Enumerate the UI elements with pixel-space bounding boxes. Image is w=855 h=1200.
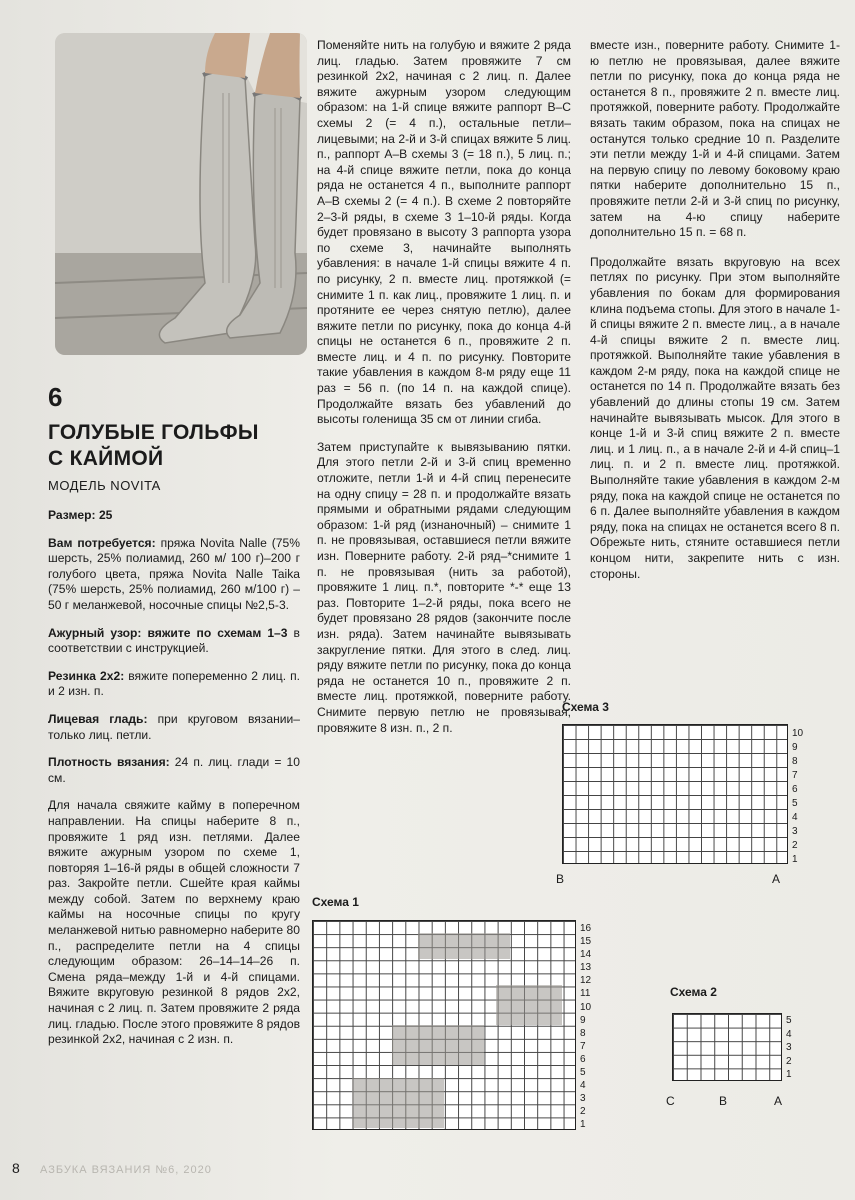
col1-body: Для начала свяжите кайму в поперечном направлении. На спицы наберите 8 п., провяжите 1 ряд изн. петлями. Далее вяжите ажурным узором по схеме 1, повторяя 1–16-й ряды в общей сложности 7 раз. Закройте петли. Сшейте края каймы между собой. Затем по верхнему краю каймы на носочные спицы по кругу меланжевой нитью равномерно наберите 80 п., распределите петли на 4 спицы следующим образом: 26–14–14–26 п. Смена ряда–между 1-й и 4-й спицами. Вяжите вкруговую резинкой 8 рядов 2х2, начиная с 2 лиц. п. Затем провяжите 2 ряда лиц. гладью. После этого провяжите 8 рядов резинкой 2х2, начиная с 2 изн. п. [48,798,301,1047]
chart1-shaded-area [392,1025,484,1065]
chart1-row-2: 2 [580,1106,586,1118]
gauge-paragraph [48,755,300,786]
gauge-text: 24 п. лиц. глади = 10 см. [48,755,301,785]
pattern-title [48,420,259,472]
chart3-row-2: 2 [792,840,798,851]
chart1-row-11: 11 [580,988,591,1000]
chart2-row-2: 2 [786,1055,792,1067]
col3-paragraph-1: вместе изн., поверните работу. Снимите 1-ю петлю не провязывая, далее вяжите петли по рисунку, пока до конца ряда не останется 8 п., провяжите 2 п. вместе лиц. протяжкой, поверните работу. Продолжайте вязать таким образом, пока на спицах не останутся только средние 10 п. Разделите эти петли между 1-й и 4-й спицами. Затем на первую спицу по левому боковому краю пятки наберите дополнительно 15 п., провяжите петли 2-й и 3-й спиц по рисунку, затем на 4-ю спицу наберите дополнительно 15 п. = 68 п. [590,38,840,240]
socks-photo [55,33,307,355]
chart1-row-7: 7 [580,1040,586,1052]
pattern-number: 6 [48,382,63,412]
lace-label: Ажурный узор: [48,625,142,640]
socks-illustration [55,33,307,355]
chart3-row-4: 4 [792,812,798,823]
chart2-axis-c: С [666,1094,675,1108]
materials-paragraph [48,536,300,614]
chart1-row-15: 15 [580,936,592,948]
materials-label: Вам потребуется: [48,535,156,550]
chart3-row-5: 5 [792,798,798,809]
chart3-row-6: 6 [792,784,798,795]
chart3-row-10: 10 [792,728,804,739]
lace-text: в соответствии с инструкцией. [48,625,300,656]
chart1-row-16: 16 [580,923,592,934]
chart1-label: Схема 1 [312,895,359,909]
chart1-shaded-area [418,933,510,959]
chart3-row-7: 7 [792,770,798,781]
page-number: 8 [12,1160,20,1176]
chart1-row-8: 8 [580,1027,586,1039]
chart3-row-9: 9 [792,742,798,753]
chart1-row-13: 13 [580,962,592,974]
size-label: Размер: 25 [48,508,113,522]
chart3-axis-a: А [772,872,781,886]
chart2-row-3: 3 [786,1042,792,1054]
stockinette-text: при круговом вязании–только лиц. петли. [48,711,300,742]
magazine-footer: АЗБУКА ВЯЗАНИЯ №6, 2020 [40,1164,212,1176]
chart3-row-3: 3 [792,826,798,837]
chart1-row-6: 6 [580,1053,586,1065]
rib-label: Резинка 2х2: [48,668,125,683]
chart1-row-9: 9 [580,1014,586,1026]
chart1-shaded-area [352,1078,444,1128]
pattern-title-line2: С КАЙМОЙ [48,447,164,470]
chart2-label: Схема 2 [670,985,717,999]
col2-paragraph-1: Поменяйте нить на голубую и вяжите 2 ряда лиц. гладью. Затем провяжите 7 см резинкой 2х2, начиная с 2 лиц. п. Далее вяжите ажурным узором следующим образом: на 1-й спице вяжите раппорт В–С схемы 2 (= 4 п.), остальные петли–лицевыми; на 2-й и 3-й спицах вяжите 5 лиц. п., раппорт А–В схемы 3 (= 18 п.), 5 лиц. п.; на 4-й спице вяжите петли, пока до конца ряда не останется 4 п., выполните раппорт А–В схемы 2 (= 4 п.). В схеме 2 повторяйте 2–3-й ряды, в схеме 3 1–10-й ряды. Когда будет провязано в высоту 3 раппорта узора по схеме 3, начинайте выполнять убавления: в начале 1-й спицы вяжите 4 п. по рисунку, 2 п. вместе лиц. протяжкой (= снимите 1 п. как лиц., провяжите 1 лиц. п. и протяните ее через снятую петлю), далее вяжите петли по рисунку, пока до конца 4-й спицы не останется 6 п., провяжите 2 п. вместе лиц. и 4 п. по рисунку. Повторите такие убавления в каждом 8-м ряду еще 11 раз = 56 п. (по 14 п. на каждой спице). Продолжайте вязать без убавлений до высоты голенища 35 см от линии сгиба. [317,38,571,427]
chart2-row-4: 4 [786,1028,792,1040]
rib-paragraph [48,669,300,700]
chart3-axis-b: В [556,872,565,886]
chart2-row-5: 5 [786,1015,792,1026]
chart1-row-14: 14 [580,949,592,961]
chart1-row-3: 3 [580,1093,586,1105]
chart2-row-1: 1 [786,1069,792,1081]
materials-text: пряжа Novita Nalle (75% шерсть, 25% полиамид, 260 м/ 100 г)–200 г голубого цвета, пряжа Novita Nalle Taika (75% шерсть, 25% полиамид, 260 м/100 г) – 50 г меланжевой, носочные спицы №2,5-3. [48,535,300,612]
chart1-row-4: 4 [580,1080,586,1092]
chart1-row-numbers [580,922,591,1132]
pattern-model: МОДЕЛЬ NOVITA [48,478,161,493]
col3-paragraph-2: Продолжайте вязать вкруговую на всех петлях по рисунку. При этом выполняйте убавления по бокам для формирования клина подъема стопы. Для этого в начале 1-й спицы вяжите 2 п. вместе лиц., а в начале 4-й спицы вяжите 2 п. вместе лиц. протяжкой. Выполняйте такие убавления в каждом 2-м ряду, пока на каждой спице не останется по 14 п. Продолжайте вязать без убавлений до длины стопы 19 см. Затем начинайте вывязывать мысок. Для этого в конце 1-й и 3-й спиц вяжите 2 п. вместе лиц. и 1 лиц. п., а в начале 2-й и 4-й спиц–1 лиц. п. и 2 п. вместе лиц. протяжкой. Выполняйте такие убавления в каждом 2-м ряду, пока на каждой спице не останется по 6 п. Далее выполняйте убавления в каждом ряду, пока на спицах не останется всего 8 п. Обрежьте нить, стяните оставшиеся петли концом нити, закрепите нить с изн. стороны. [590,254,840,581]
col2-paragraph-2: Затем приступайте к вывязыванию пятки. Для этого петли 2-й и 3-й спиц временно отложите, петли 1-й и 4-й спиц перенесите на одну спицу = 28 п. и продолжайте вязать прямыми и обратными рядами следующим образом: 1-й ряд (изнаночный) – снимите 1 п. не провязывая, оставшиеся петли вяжите изн. Поверните работу. 2-й ряд–*снимите 1 п. не провязывая (нить за работой), провяжите 1 лиц. п.*, повторите *-* еще 13 раз. Повторите 1–2-й ряды, пока всего не будет провязано 28 рядов (закончите после изн. ряда). Затем начинайте вывязывать закругление пятки. Для этого в след. лиц. ряду вяжите петли по рисунку, пока до конца ряда не останется 10 п., провяжите 2 п. вместе лиц. протяжкой, поверните работу. Снимите первую петлю не провязывая, провяжите 8 изн. п., 2 п. [317,439,571,735]
stockinette-label: Лицевая гладь: [48,711,148,726]
chart1-row-1: 1 [580,1119,586,1131]
chart1-row-12: 12 [580,975,592,987]
gauge-label: Плотность вязания: [48,755,170,770]
lace-text-bold: вяжите по схемам 1–3 [141,625,288,640]
chart3-row-1: 1 [792,854,798,865]
rib-text: вяжите попеременно 2 лиц. п. и 2 изн. п. [48,668,300,699]
chart3-row-8: 8 [792,756,798,767]
stockinette-paragraph [48,712,300,743]
chart3-label: Схема 3 [562,700,609,714]
column-2 [317,38,571,742]
pattern-title-line1: ГОЛУБЫЕ ГОЛЬФЫ [48,421,259,444]
chart1-shaded-area [496,985,562,1025]
column-3 [590,38,840,588]
chart1-row-10: 10 [580,1001,592,1013]
chart1-row-5: 5 [580,1067,586,1079]
chart2-row-numbers [786,1014,792,1082]
chart3-row-numbers [792,727,803,867]
lace-paragraph [48,626,300,657]
chart3-grid [562,724,788,864]
chart2-axis-a: А [774,1094,783,1108]
column-1 [48,508,300,1054]
chart2-axis-b: В [719,1094,728,1108]
chart2-grid [672,1013,782,1081]
